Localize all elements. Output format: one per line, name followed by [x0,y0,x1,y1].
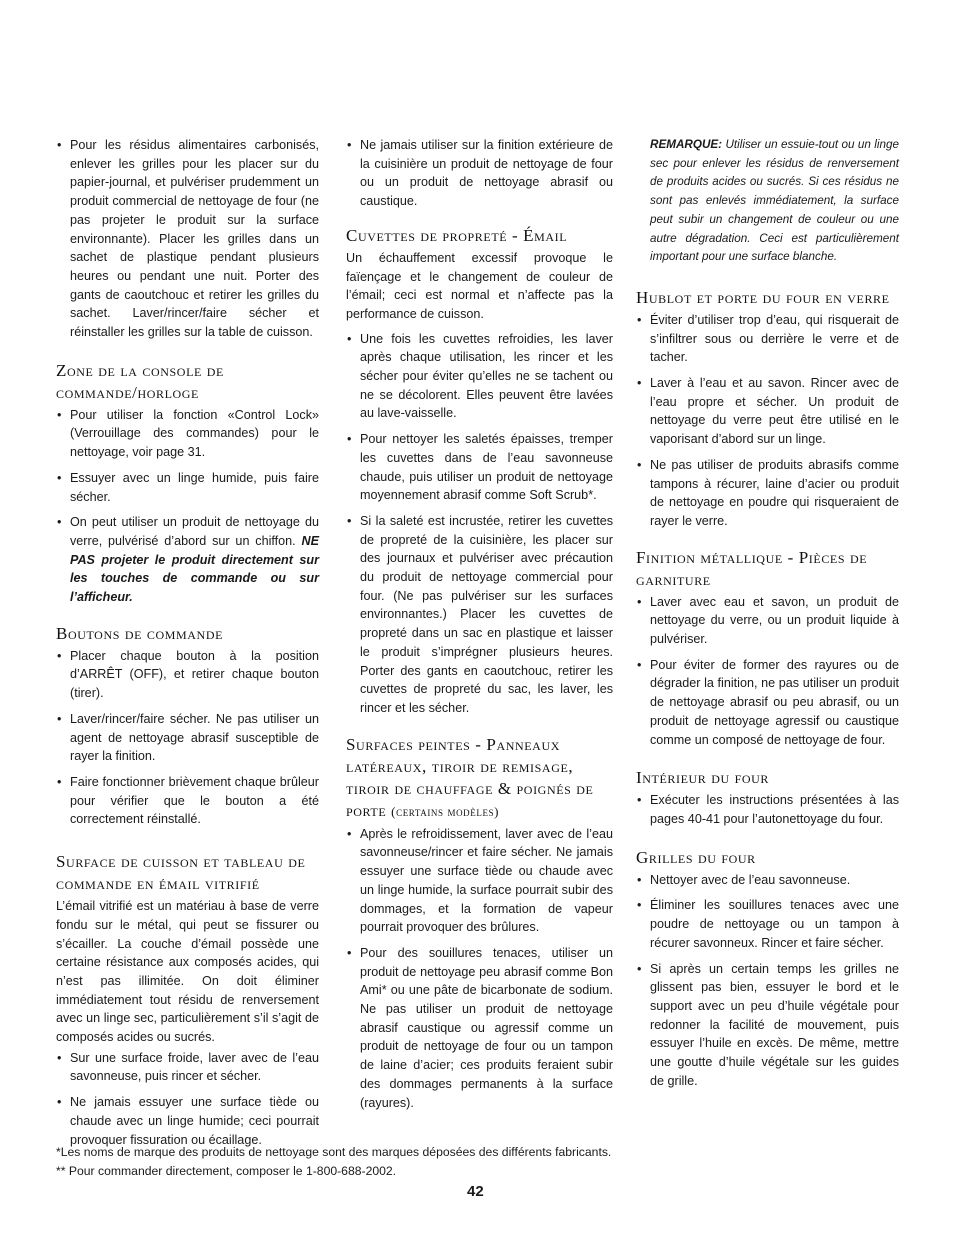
list-item: • Essuyer avec un linge humide, puis faire sécher. [56,469,319,506]
drip-bowls-list [346,330,613,718]
list-item: • Ne pas utiliser de produits abrasifs comme tampons à récurer, laine d’acier ou produit de nettoyage en poudre qui risqueraient de rayer le verre. [636,456,899,531]
warning-text: NE PAS projeter le produit directement sur les touches de commande ou sur l’afficheur. [70,533,319,605]
column-3 [636,136,899,1097]
oven-door-list [636,311,899,531]
list-item-text: On peut utiliser un produit de nettoyage du verre, pulvérisé d’abord sur un chiffon. [70,515,319,548]
list-item: • Laver/rincer/faire sécher. Ne pas utiliser un agent de nettoyage abrasif susceptible de rayer la finition. [56,710,319,766]
list-item: • Laver à l’eau et au savon. Rincer avec de l’eau propre et sécher. Un produit de nettoyage du verre peut être utilisé en le vaporisant d’abord sur un linge. [636,374,899,449]
list-item: • Faire fonctionner brièvement chaque brûleur pour vérifier que le bouton a été correctement réinstallé. [56,773,319,829]
footnote-trademarks: *Les noms de marque des produits de nettoyage sont des marques déposées des différents fabricants. [56,1145,612,1159]
footnotes [56,1143,856,1180]
section-title-console: Zone de la console de commande/horloge [56,360,224,402]
footnote-phone: ** Pour commander directement, composer le 1-800-688-2002. [56,1163,397,1178]
section-title-drip-bowls: Cuvettes de propreté - Émail [346,225,568,245]
section-title-oven-interior: Intérieur du four [636,768,770,788]
cooktop-list [56,1049,319,1150]
section-title-knobs: Boutons de commande [56,623,224,643]
list-item: • Pour des souillures tenaces, utiliser un produit de nettoyage peu abrasif comme Bon Ami* ou une pâte de bicarbonate de sodium. Ne pas utiliser un produit de nettoyage abrasif caustique ou agressif comme un produit de nettoyage de four ou un tampon de laine d’acier; ces produits feraient subir des dommages permanents à la surface (rayures). [346,944,613,1112]
list-item: • Pour utiliser la fonction «Control Lock» (Verrouillage des commandes) pour le nettoyage, voir page 31. [56,406,319,462]
oven-interior-list [636,791,899,828]
column-2 [346,136,613,1119]
knobs-list [56,647,319,829]
cooktop-paragraph: L’émail vitrifié est un matériau à base de verre fondu sur le métal, qui peut se fissurer ou s’écailler. La couche d’émail possède une certaine résistance aux composés acides, qui n’est pas illimitée. On doit éliminer immédiatement tout résidu de renversement avec un linge sec, particulièrement s’il s’agit de composés acides ou sucrés. [56,899,319,1045]
note-paragraph [636,136,899,267]
exterior-list [346,136,613,211]
list-item: • Ne jamais essuyer une surface tiède ou chaude avec un linge humide; ceci pourrait provoquer fissuration ou écaillage. [56,1093,319,1149]
list-item: • Exécuter les instructions présentées à las pages 40-41 pour l’autonettoyage du four. [636,791,899,828]
list-item [56,513,319,607]
list-item: • Si après un certain temps les grilles ne glissent pas bien, essuyer le bord et le support avec un peu d’huile végétale pour redonner la facilité de mouvement, puis essuyer l’huile en excès. De même, mettre une goutte d’huile végétale sur les guides de grille. [636,960,899,1091]
list-item: • Pour nettoyer les saletés épaisses, tremper les cuvettes dans de l’eau savonneuse chaude, puis utiliser un produit de nettoyage moyennement abrasif comme Soft Scrub*. [346,430,613,505]
list-item: • Après le refroidissement, laver avec de l’eau savonneuse/rincer et faire sécher. Ne jamais essuyer une surface tiède ou chaude avec un linge humide, la surface pourrait subir des dommages, et la formation de vapeur pourrait provoquer des brûlures. [346,825,613,937]
painted-title-text: Surfaces peintes - Panneaux latéreaux, tiroir de remisage, tiroir de chauffage & poignés de porte [346,734,594,820]
section-title-metal-finish: Finition métallique - Pièces de garniture [636,547,868,589]
note-label: REMARQUE: [650,138,723,151]
list-item: • Laver avec eau et savon, un produit de nettoyage du verre, ou un produit liquide à pulvériser. [636,593,899,649]
list-item: • Ne jamais utiliser sur la finition extérieure de la cuisinière un produit de nettoyage de four ou un produit de nettoyage abrasif ou caustique. [346,136,613,211]
section-title-painted [346,734,613,823]
column-1 [56,136,319,1156]
section-title-cooktop: Surface de cuisson et tableau de commande en émail vitrifié [56,852,306,894]
list-item: • Pour les résidus alimentaires carbonisés, enlever les grilles pour les placer sur du papier-journal, et pulvériser prudemment un produit commercial de nettoyage de four (ne pas projeter le produit sur la surface environnante). Placer les grilles dans un sachet de plastique pendant plusieurs heures ou pendant une nuit. Porter des gants de caoutchouc et retirer les grilles du sachet. Laver/rincer/faire sécher et réinstaller les grilles sur la table de cuisson. [56,136,319,342]
note-text: Utiliser un essuie-tout ou un linge sec pour enlever les résidus de renversement de produits acides ou sucrés. Si ces résidus ne sont pas enlevés immédiatement, la surface peut subir un changement de couleur ou une autre dégradation. Ceci est particulièrement important pour une surface blanche. [650,138,899,264]
list-item: • Pour éviter de former des rayures ou de dégrader la finition, ne pas utiliser un produit de nettoyage abrasif ou peu abrasif, ou un produit de nettoyage agressif ou caustique comme un composé de nettoyage de four. [636,656,899,750]
list-item: • Éliminer les souillures tenaces avec une poudre de nettoyage ou un tampon à récurer savonneux. Rincer et faire sécher. [636,896,899,952]
metal-finish-list [636,593,899,750]
list-item: • Sur une surface froide, laver avec de l’eau savonneuse, puis rincer et sécher. [56,1049,319,1086]
list-item: • Si la saleté est incrustée, retirer les cuvettes de propreté de la cuisinière, les placer sur des journaux et pulvériser avec précaution du produit de nettoyage commercial pour four. (Ne pas pulvériser sur les surfaces environnantes.) Placer les cuvettes de propreté dans un sac en plastique et laisser le produit s’imprégner plusieurs heures. Porter des gants en caoutchouc, retirer les cuvettes de propreté du sac, les laver, les rincer et les sécher. [346,512,613,718]
console-list [56,406,319,607]
section-title-oven-door: Hublot et porte du four en verre [636,287,890,307]
list-item: • Une fois les cuvettes refroidies, les laver après chaque utilisation, les rincer et les sécher pour éviter qu’elles ne se tachent ou ne se décolorent. Elles peuvent être lavées au lave-vaisselle. [346,330,613,424]
charred-residue-list [56,136,319,342]
painted-list [346,825,613,1113]
section-title-oven-racks: Grilles du four [636,847,756,867]
list-item: • Placer chaque bouton à la position d’ARRÊT (OFF), et retirer chaque bouton (tirer). [56,647,319,703]
list-item: • Nettoyer avec de l’eau savonneuse. [636,871,899,890]
list-item: • Éviter d’utiliser trop d’eau, qui risquerait de s’infiltrer sous ou derrière le verre et de tacher. [636,311,899,367]
drip-bowls-paragraph: Un échauffement excessif provoque le faïençage et le changement de couleur de l’émail; ceci est normal et n’affecte pas la performance de cuisson. [346,250,613,321]
oven-racks-list [636,871,899,1091]
painted-title-note: (certains modèles) [391,803,500,819]
page-number: 42 [467,1183,484,1200]
